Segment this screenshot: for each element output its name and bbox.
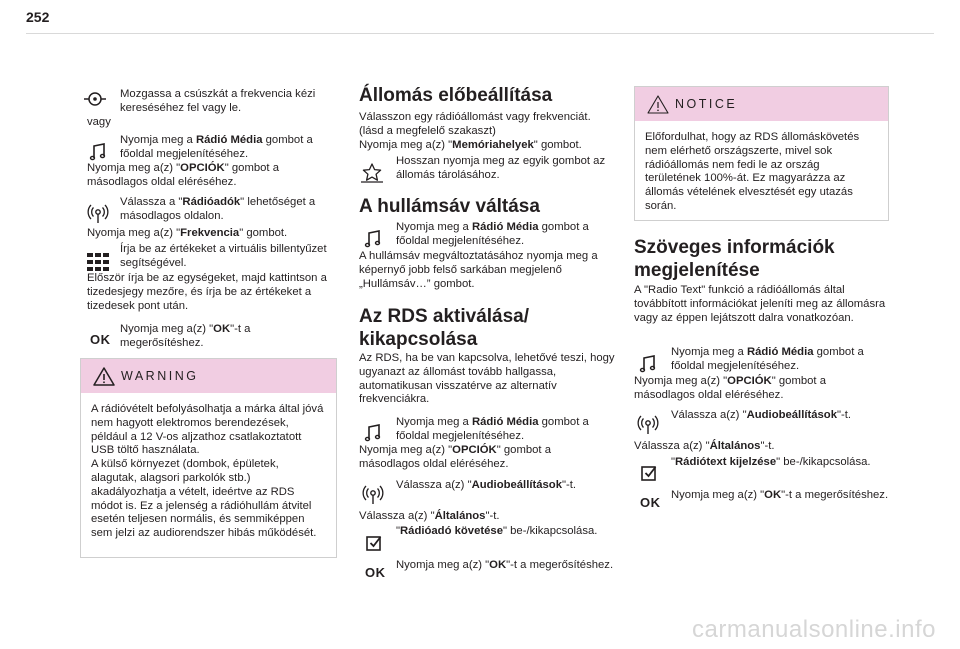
star-icon <box>361 162 383 184</box>
warning-header <box>81 359 336 393</box>
warning-triangle-icon <box>93 366 115 386</box>
para-frequency: Nyomja meg a(z) "Frekvencia" gombot. <box>87 227 288 239</box>
step-confirm: Nyomja meg a(z) "OK"-t a megerősítéshez. <box>671 489 889 501</box>
step-radio-media: Nyomja meg a Rádió Média gombot a főoldal megjelenítéséhez. <box>396 221 589 247</box>
step-keypad: Írja be az értékeket a virtuális billentyűzet segítségével. <box>120 243 327 269</box>
step-radiotext: "Rádiótext kijelzése" be-/kikapcsolása. <box>671 456 871 468</box>
step-confirm: Nyomja meg a(z) "OK"-t a megerősítéshez. <box>120 323 251 349</box>
step-audio-settings: Válassza a(z) "Audiobeállítások"-t. <box>671 409 852 421</box>
notice-triangle-icon <box>647 94 669 114</box>
para-options-2: Nyomja meg a(z) "OPCIÓK" gombot a másodlagos oldal eléréséhez. <box>359 444 551 470</box>
para-general: Válassza a(z) "Általános"-t. <box>359 510 500 522</box>
ok-icon: OK <box>640 495 661 510</box>
music-note-icon <box>362 422 384 444</box>
step-store: Hosszan nyomja meg az egyik gombot az állomás tárolásához. <box>396 155 606 181</box>
checkbox-icon <box>364 531 386 553</box>
ok-icon: OK <box>90 332 111 347</box>
checkbox-icon <box>639 461 661 483</box>
step-radio-media-2: Nyomja meg a Rádió Média gombot a főoldal megjelenítéséhez. <box>396 416 589 442</box>
notice-text: Előfordulhat, hogy az RDS állomáskövetés nem elérhető országszerte, mivel sok rádióállomás nem fedi le az ország területének 100%-át. Ez magyarázza az állomás vételének elvesztését egy utazás során. <box>645 131 860 212</box>
heading-text-info: Szöveges információk megjelenítése <box>634 237 835 281</box>
step-radio-media: Nyomja meg a Rádió Média gombot a főoldal megjelenítéséhez. <box>671 346 864 372</box>
para-memory: Válasszon egy rádióállomást vagy frekvenciát. (lásd a megfelelő szakaszt) Nyomja meg a(z) "Memóriahelyek" gombot. <box>359 111 591 151</box>
para-options: Nyomja meg a(z) "OPCIÓK" gombot a másodlagos oldal eléréséhez. <box>634 375 826 401</box>
notice-box <box>634 86 889 221</box>
step-radio-media: Nyomja meg a Rádió Média gombot a főoldal megjelenítéséhez. <box>120 134 313 160</box>
para-band-change: A hullámsáv megváltoztatásához nyomja meg a képernyő jobb felső sarkában megjelenő „Hullámsáv…” gombot. <box>359 250 598 290</box>
para-options: Nyomja meg a(z) "OPCIÓK" gombot a másodlagos oldal eléréséhez. <box>87 162 279 188</box>
step-audio-settings: Válassza a(z) "Audiobeállítások"-t. <box>396 479 577 491</box>
radio-antenna-icon <box>362 484 384 506</box>
page-number: 252 <box>26 9 50 25</box>
warning-box <box>80 358 337 558</box>
radio-antenna-icon <box>87 203 109 225</box>
music-note-icon <box>87 141 109 163</box>
music-note-icon <box>362 228 384 250</box>
heading-station-preset: Állomás előbeállítása <box>359 85 553 106</box>
heading-band: A hullámsáv váltása <box>359 196 540 217</box>
music-note-icon <box>637 353 659 375</box>
notice-header <box>635 87 888 121</box>
heading-rds: Az RDS aktiválása/ kikapcsolása <box>359 306 530 350</box>
notice-title: NOTICE <box>675 97 738 111</box>
warning-text: A rádióvételt befolyásolhatja a márka által jóvá nem hagyott elektromos berendezések, például a 12 V-os aljzathoz csatlakoztatott USB töltő használata. A külső környezet (dombok, épületek, alagutak, alagsori parkolók stb.) akadályozhatja a vételt, ideértve az RDS módot is. Ez a jelenség a rádióhullám átvitel esetén teljesen normális, és semmiképpen sem jelzi az audiorendszer hibás működését. <box>91 403 324 540</box>
slider-target-icon <box>84 88 106 110</box>
step-slider-text: Mozgassa a csúszkát a frekvencia kézi kereséséhez fel vagy le. <box>120 88 316 114</box>
para-radio-text: A "Radio Text" funkció a rádióállomás által továbbított információkat jeleníti meg az állomásra vagy az éppen lejátszott dalra vonatkozóan. <box>634 284 886 324</box>
watermark: carmanualsonline.info <box>692 616 936 643</box>
or-text: vagy <box>87 116 111 128</box>
step-station-follow: "Rádióadó követése" be-/kikapcsolása. <box>396 525 598 537</box>
radio-antenna-icon <box>637 414 659 436</box>
para-decimal: Először írja be az egységeket, majd kattintson a tizedesjegy mezőre, és írja be az értékeket a tizedesek pont után. <box>87 272 327 312</box>
para-general: Válassza a(z) "Általános"-t. <box>634 440 775 452</box>
step-stations: Válassza a "Rádióadók" lehetőséget a másodlagos oldalon. <box>120 196 316 222</box>
warning-title: WARNING <box>121 369 199 383</box>
step-confirm-2: Nyomja meg a(z) "OK"-t a megerősítéshez. <box>396 559 614 571</box>
para-rds: Az RDS, ha be van kapcsolva, lehetővé teszi, hogy ugyanazt az állomást tovább hallgassa, automatikusan visszatérve az alternatív frekvenciákra. <box>359 352 615 406</box>
keypad-icon <box>87 251 109 273</box>
ok-icon: OK <box>365 565 386 580</box>
top-divider <box>26 33 934 34</box>
